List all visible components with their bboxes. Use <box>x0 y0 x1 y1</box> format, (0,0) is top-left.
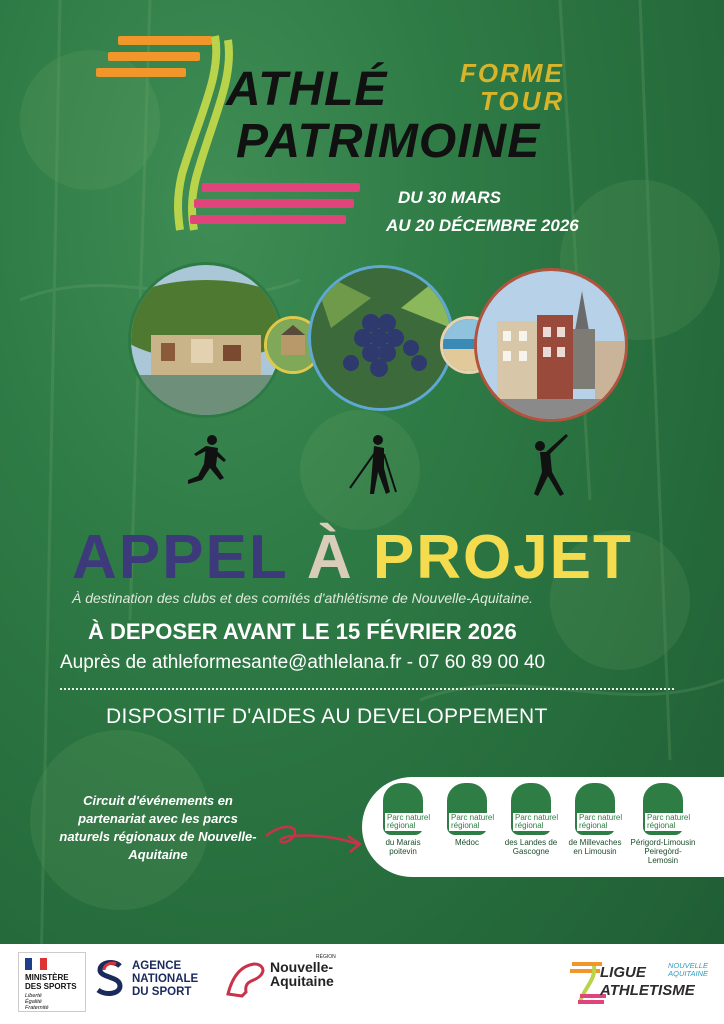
park-logo-icon <box>575 783 623 835</box>
ans-logo <box>92 958 199 1003</box>
lion-icon <box>224 958 268 998</box>
region-logo <box>224 954 336 1003</box>
park-label: Parc naturel régional <box>449 813 501 831</box>
park-perigord-limousin <box>630 783 696 865</box>
pink-stripe <box>194 199 354 208</box>
stretching-woman-icon <box>526 432 570 498</box>
dates-line-2: AU 20 DÉCEMBRE 2026 <box>386 216 579 235</box>
park-logo-icon <box>643 783 691 835</box>
title-forme: FORME <box>460 58 564 88</box>
heading-projet: PROJET <box>372 523 633 592</box>
ministere-logo <box>18 952 86 1012</box>
ans-name: AGENCE NATIONALE DU SPORT <box>132 960 199 998</box>
partner-footer <box>0 944 724 1024</box>
program-title: DISPOSITIF D'AIDES AU DEVELOPPEMENT <box>106 705 548 728</box>
park-name: du Marais poitevin <box>385 838 421 856</box>
audience-subtitle: À destination des clubs et des comités d'athlétisme de Nouvelle-Aquitaine. <box>72 590 534 606</box>
title-tour: TOUR <box>480 86 566 116</box>
dotted-divider <box>60 688 674 690</box>
park-name: Médoc <box>454 838 479 847</box>
deadline-text: À DEPOSER AVANT LE 15 FÉVRIER 2026 <box>88 619 517 644</box>
contact-line: Auprès de athleformesante@athlelana.fr - 07 60 89 00 40 <box>60 652 546 673</box>
region-small-label: RÉGION <box>316 954 336 960</box>
pink-stripe <box>190 215 346 224</box>
marianne-icon <box>25 958 47 970</box>
ligue-logo <box>566 956 716 1012</box>
arrow-doodle-icon <box>262 814 368 860</box>
park-label: Parc naturel régional <box>577 813 629 831</box>
heading-a: À <box>306 523 354 592</box>
ans-s-icon <box>92 958 128 998</box>
region-name: Nouvelle-Aquitaine <box>270 959 334 989</box>
park-label: Parc naturel régional <box>645 813 697 831</box>
dates-line-1: DU 30 MARS <box>398 188 501 207</box>
park-landes-de-gascogne <box>502 783 560 856</box>
title-patrimoine: PATRIMOINE <box>236 115 541 168</box>
park-millevaches <box>566 783 624 856</box>
title-athle: ATHLÉ <box>226 63 388 116</box>
park-logo-icon <box>447 783 495 835</box>
city-photo <box>474 268 628 422</box>
park-label: Parc naturel régional <box>513 813 565 831</box>
ministere-devise: Liberté Égalité Fraternité <box>25 993 49 1011</box>
park-medoc <box>438 783 496 847</box>
runner-icon <box>184 434 236 498</box>
park-name: Périgord-Limousin Peiregòrd-Lemosin <box>630 838 696 865</box>
park-logo-icon <box>383 783 431 835</box>
nordic-walker-icon <box>346 434 402 498</box>
call-for-projects-heading <box>72 522 633 593</box>
park-marais-poitevin <box>374 783 432 856</box>
park-name: des Landes de Gascogne <box>504 838 558 856</box>
grapes-photo <box>308 265 454 411</box>
ligue-line-1: LIGUE <box>600 964 646 981</box>
ligue-region: NOUVELLE AQUITAINE <box>667 961 708 978</box>
park-label: Parc naturel régional <box>385 813 437 831</box>
circuit-description: Circuit d'événements en partenariat avec les parcs naturels régionaux de Nouvelle-Aquitaine <box>59 793 257 862</box>
pink-stripe <box>202 183 360 192</box>
village-river-photo <box>128 262 284 418</box>
ministere-name: MINISTÈRE DES SPORTS <box>25 973 77 991</box>
park-logo-icon <box>511 783 559 835</box>
ligue-line-2: ATHLETISME <box>600 982 695 999</box>
heading-appel: APPEL <box>72 523 288 592</box>
park-name: de Millevaches en Limousin <box>568 838 622 856</box>
regional-parks-banner <box>362 777 724 877</box>
